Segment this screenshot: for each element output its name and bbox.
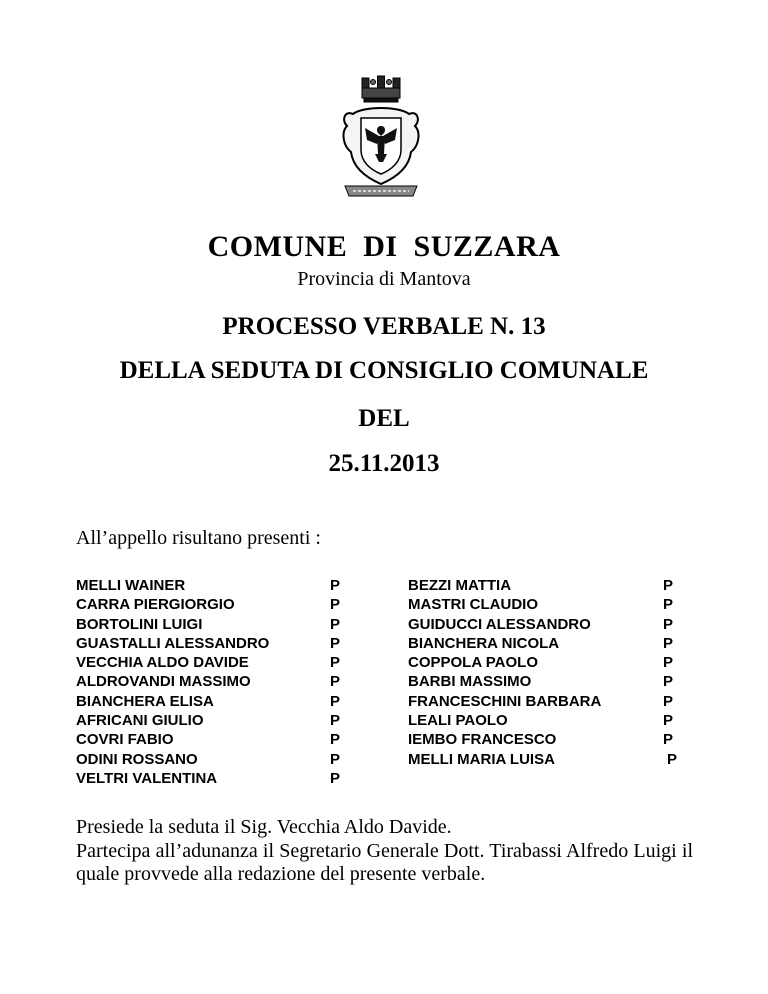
coat-of-arms-icon [331, 70, 431, 200]
councillor-name: COPPOLA PAOLO [408, 654, 539, 672]
councillor-name: VECCHIA ALDO DAVIDE [76, 654, 249, 672]
attendance-status: P [330, 692, 341, 710]
attendance-status: P [663, 577, 674, 594]
councillor-name: FRANCESCHINI BARBARA [408, 692, 602, 710]
attendance-row [76, 615, 340, 634]
councillor-name: BEZZI MATTIA [408, 577, 512, 594]
attendance-status: P [330, 577, 341, 594]
attendance-status: P [663, 615, 674, 633]
attendance-row [76, 576, 340, 595]
attendance-row [408, 750, 677, 769]
attendance-row [408, 595, 677, 614]
attendance-row [76, 711, 340, 730]
attendance-status: P [330, 654, 341, 672]
attendance-status: P [663, 654, 674, 672]
attendance-list-left [76, 576, 340, 788]
councillor-name: COVRI FABIO [76, 731, 174, 749]
councillor-name: ALDROVANDI MASSIMO [76, 673, 251, 691]
attendance-status: P [663, 731, 674, 749]
attendance-status: P [330, 596, 341, 614]
attendance-row [408, 730, 677, 749]
councillor-name: AFRICANI GIULIO [76, 712, 204, 730]
attendance-status: P [663, 673, 674, 691]
councillor-name: BORTOLINI LUIGI [76, 615, 203, 633]
attendance-row [408, 615, 677, 634]
councillor-name: BIANCHERA ELISA [76, 692, 214, 710]
attendance-row [76, 672, 340, 691]
councillor-name: ODINI ROSSANO [76, 750, 198, 768]
roll-call-intro: All’appello risultano presenti : [76, 527, 321, 549]
province-subtitle: Provincia di Mantova [297, 268, 471, 290]
attendance-status: P [663, 712, 674, 730]
attendance-row [76, 653, 340, 672]
attendance-row [76, 769, 340, 788]
secretary-statement: Partecipa all’adunanza il Segretario Generale Dott. Tirabassi Alfredo Luigi il quale provvede alla redazione del presente verbale. [76, 839, 693, 885]
attendance-row [76, 692, 340, 711]
attendance-status: P [330, 731, 341, 749]
councillor-name: GUIDUCCI ALESSANDRO [408, 615, 591, 633]
attendance-row [408, 576, 677, 595]
councillor-name: IEMBO FRANCESCO [408, 731, 557, 749]
councillor-name: GUASTALLI ALESSANDRO [76, 634, 270, 652]
councillor-name: BARBI MASSIMO [408, 673, 532, 691]
councillor-name: LEALI PAOLO [408, 712, 508, 730]
attendance-status: P [663, 596, 674, 614]
councillor-name: CARRA PIERGIORGIO [76, 596, 235, 614]
councillor-name: MASTRI CLAUDIO [408, 596, 538, 614]
attendance-row [408, 653, 677, 672]
attendance-row [76, 595, 340, 614]
councillor-name: MELLI MARIA LUISA [408, 750, 555, 768]
attendance-row [408, 634, 677, 653]
session-title: DELLA SEDUTA DI CONSIGLIO COMUNALE [119, 357, 649, 384]
attendance-list-right [408, 576, 677, 769]
attendance-row [76, 730, 340, 749]
municipality-title: COMUNE DI SUZZARA [207, 230, 561, 263]
attendance-row [76, 750, 340, 769]
date-label: DEL [358, 405, 410, 432]
attendance-row [76, 634, 340, 653]
session-date: 25.11.2013 [328, 450, 440, 477]
attendance-status: P [330, 634, 341, 652]
councillor-name: BIANCHERA NICOLA [408, 634, 560, 652]
attendance-row [408, 672, 677, 691]
councillor-name: VELTRI VALENTINA [76, 769, 218, 787]
attendance-status: P [330, 712, 341, 730]
attendance-status: P [667, 750, 678, 768]
minutes-footer [76, 816, 693, 887]
attendance-row [408, 692, 677, 711]
councillor-name: MELLI WAINER [76, 577, 186, 594]
attendance-status: P [330, 673, 341, 691]
presiding-statement: Presiede la seduta il Sig. Vecchia Aldo Davide. [76, 816, 452, 838]
attendance-status: P [663, 692, 674, 710]
attendance-row [408, 711, 677, 730]
attendance-status: P [330, 615, 341, 633]
attendance-status: P [330, 750, 341, 768]
document-title: PROCESSO VERBALE N. 13 [222, 313, 546, 340]
attendance-status: P [663, 634, 674, 652]
attendance-status: P [330, 769, 341, 787]
